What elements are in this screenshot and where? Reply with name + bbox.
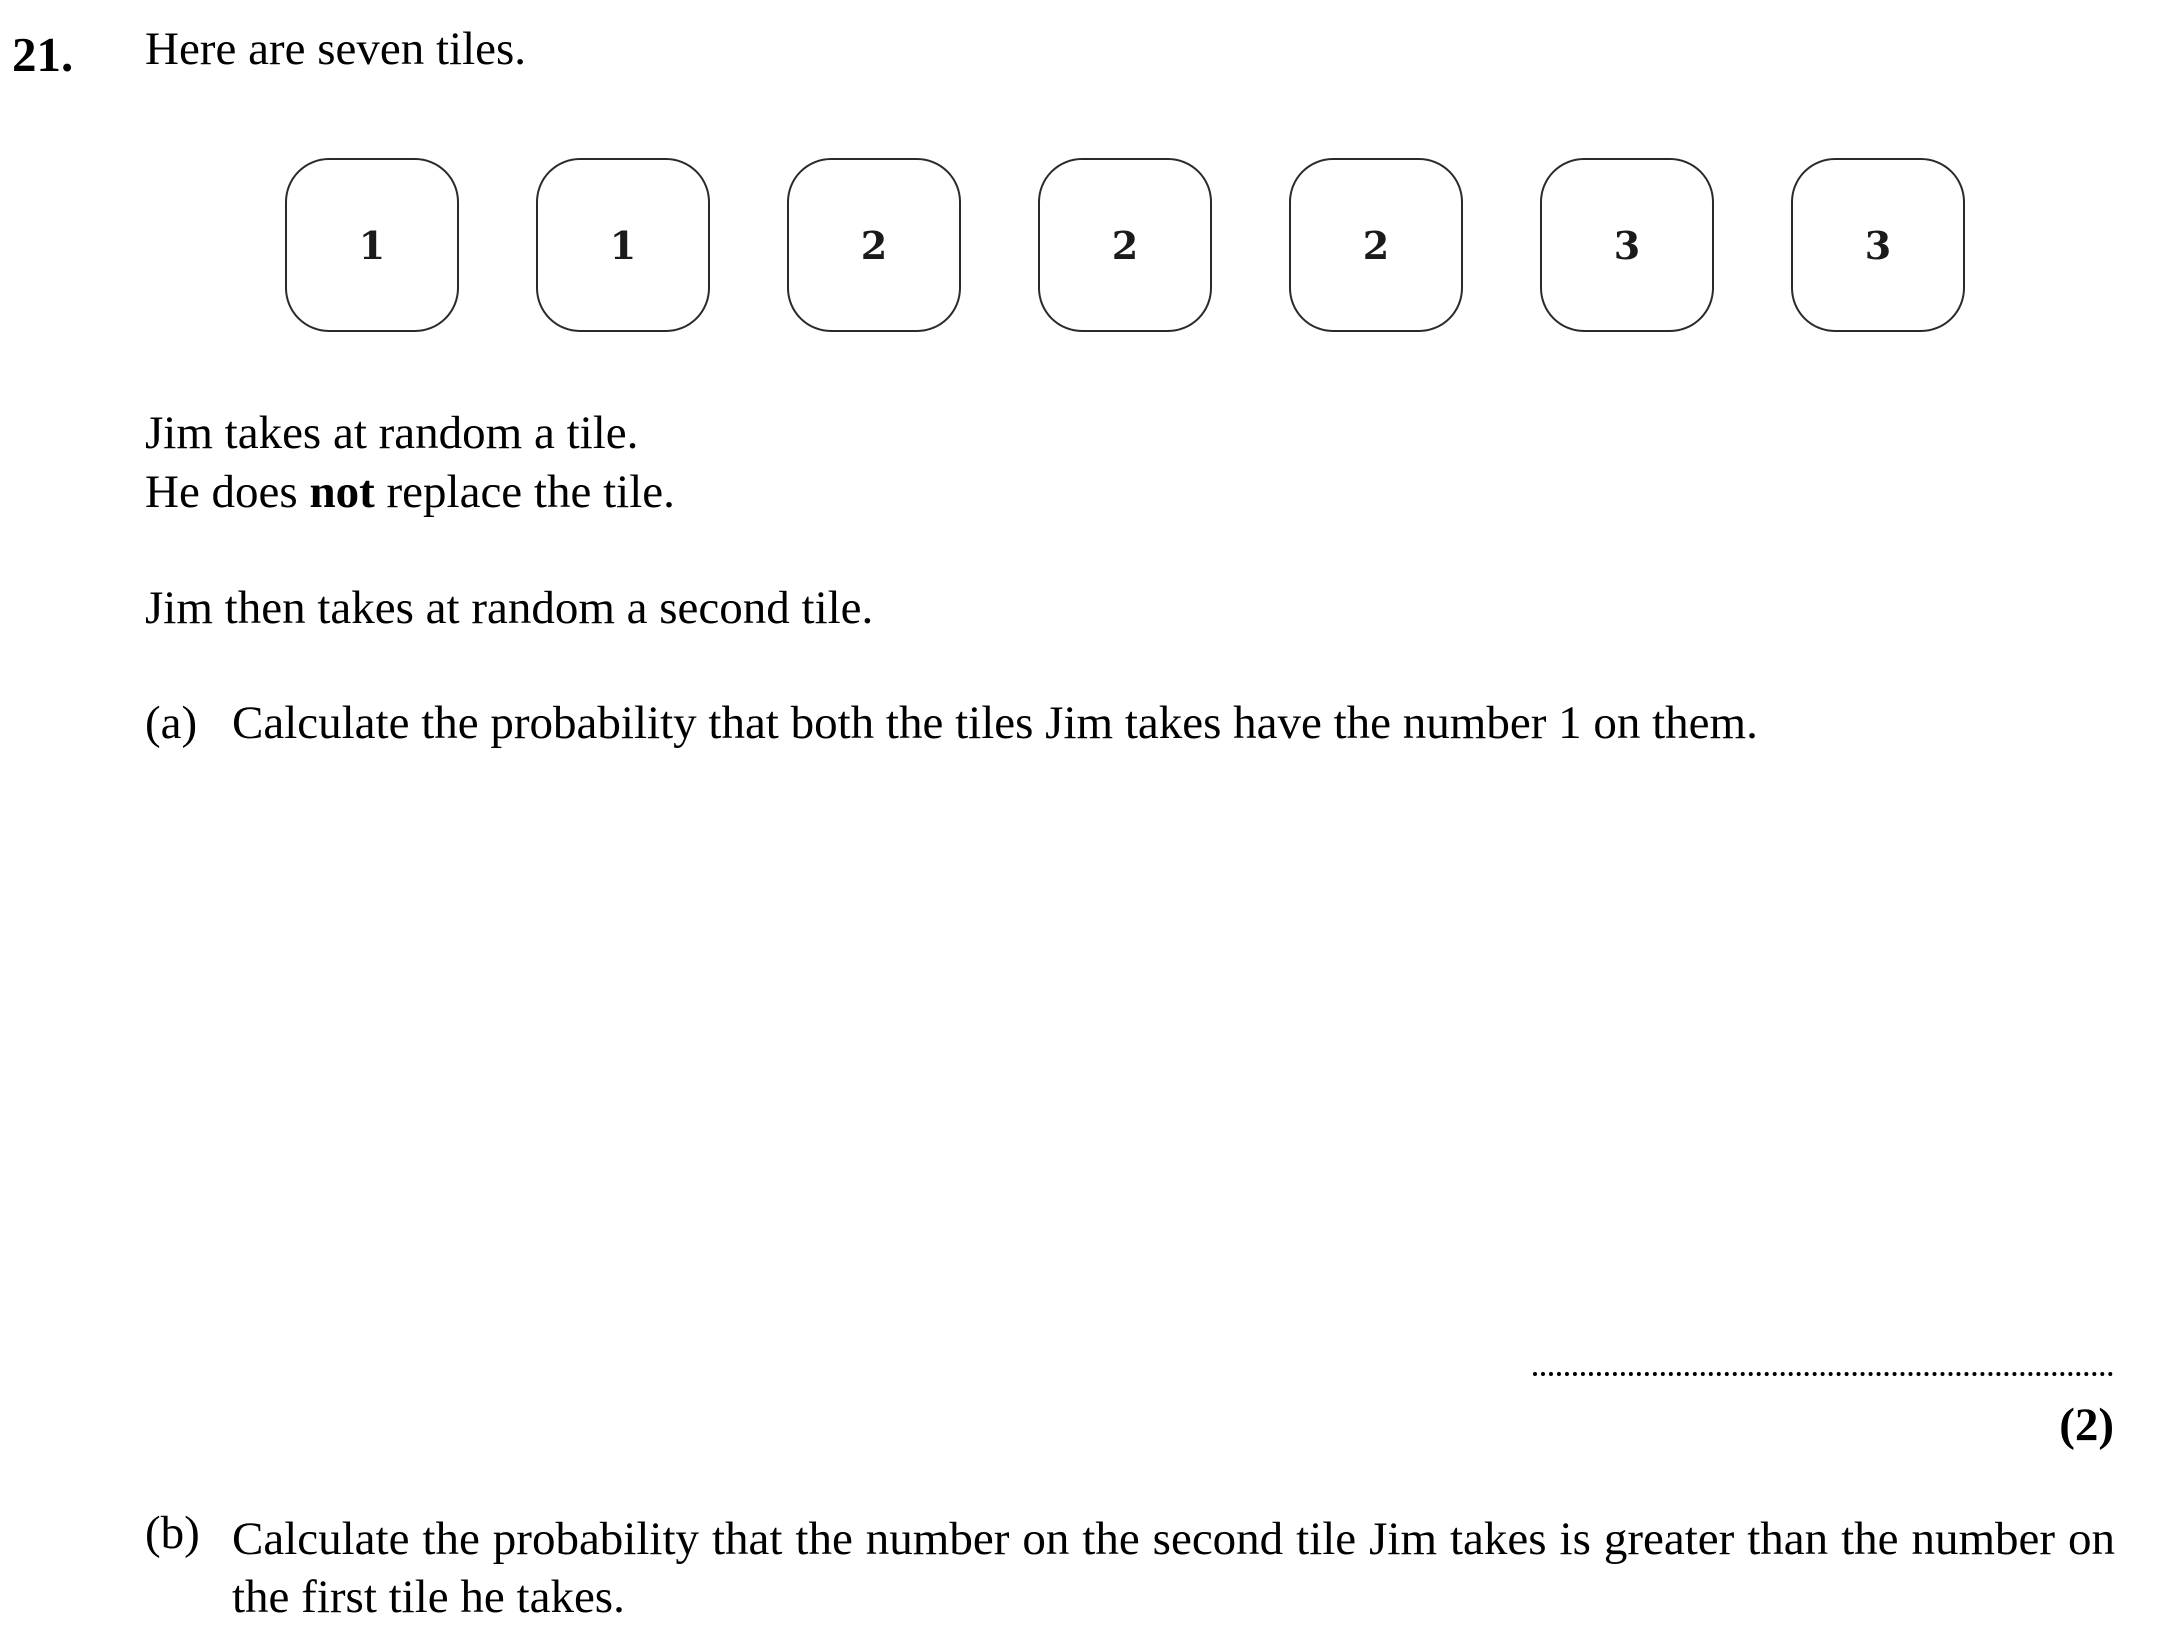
- part-a-question: Calculate the probability that both the tiles Jim takes have the number 1 on them.: [232, 697, 1758, 749]
- tile-number: 1: [358, 222, 386, 268]
- part-a-label: (a): [145, 697, 198, 749]
- question-intro: Here are seven tiles.: [145, 23, 527, 75]
- tile: [285, 158, 459, 332]
- statement-text: He does: [145, 466, 310, 518]
- tile: [1289, 158, 1463, 332]
- emphasis-not: not: [309, 466, 375, 518]
- tile-number: 1: [609, 222, 637, 268]
- statement-line-1: Jim takes at random a tile.: [145, 407, 639, 459]
- statement-line-2: [145, 466, 675, 518]
- part-a-marks: (2): [2059, 1399, 2114, 1451]
- tile: [1791, 158, 1965, 332]
- tile-number: 3: [1613, 222, 1641, 268]
- tile: [536, 158, 710, 332]
- statement-line-3: Jim then takes at random a second tile.: [145, 582, 874, 634]
- statement-text: replace the tile.: [374, 466, 675, 518]
- tiles-row: [285, 158, 1975, 335]
- part-b-label: (b): [145, 1507, 200, 1559]
- tile: [1540, 158, 1714, 332]
- tile-number: 2: [860, 222, 888, 268]
- answer-line[interactable]: [1533, 1362, 2113, 1376]
- tile-number: 3: [1864, 222, 1892, 268]
- tile: [787, 158, 961, 332]
- tile-number: 2: [1111, 222, 1139, 268]
- tile-number: 2: [1362, 222, 1390, 268]
- tile: [1038, 158, 1212, 332]
- question-number: 21.: [12, 27, 74, 82]
- part-b-question: Calculate the probability that the number on the second tile Jim takes is greater than the number on the first tile he takes.: [232, 1513, 2115, 1623]
